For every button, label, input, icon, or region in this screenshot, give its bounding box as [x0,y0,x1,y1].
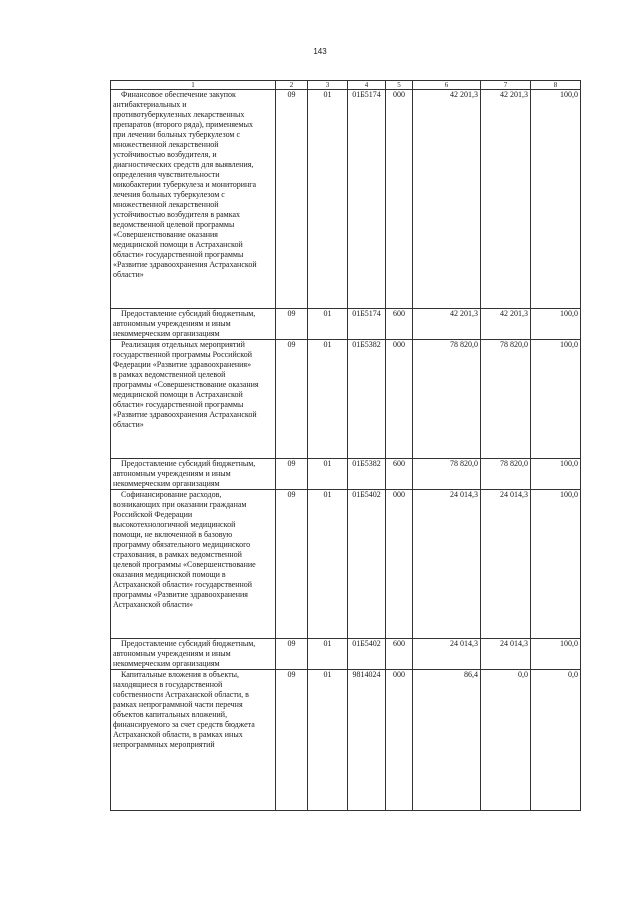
execution-percent: 100,0 [531,340,581,459]
target-code: 01Б5402 [348,639,386,670]
target-code: 01Б5402 [348,490,386,639]
description-line: «Развитие здравоохранения Астраханской [113,260,257,269]
section-code: 09 [276,490,308,639]
execution-percent: 100,0 [531,490,581,639]
description-line: области» [113,420,144,429]
description-line: антибактериальных и [113,100,187,109]
header-col-4: 4 [348,81,386,90]
row-description [111,490,276,639]
description-line: устойчивостью возбудителя в рамках [113,210,241,219]
table-row [111,90,581,309]
planned-amount: 42 201,3 [413,309,481,340]
description-line: устойчивостью возбудителя, и [113,150,217,159]
execution-percent: 100,0 [531,459,581,490]
description-line: множественной лекарственной [113,200,219,209]
description-line: Астраханской области, в рамках иных [113,730,243,739]
description-line: лечения больных туберкулезом с [113,190,225,199]
description-line: программу обязательного медицинского [113,540,251,549]
header-col-2: 2 [276,81,308,90]
description-line: Предоставление субсидий бюджетным, [121,639,256,648]
description-line: автономным учреждениям и иным [113,649,231,658]
expense-type-code: 600 [386,309,413,340]
expense-type-code: 000 [386,90,413,309]
description-line: Реализация отдельных мероприятий [121,340,245,349]
header-col-6: 6 [413,81,481,90]
description-line: определения чувствительности [113,170,220,179]
section-code: 09 [276,670,308,811]
subsection-code: 01 [308,670,348,811]
row-description [111,309,276,340]
description-line: рамках непрограммной части перечня [113,700,243,709]
description-line: «Совершенствование оказания [113,230,218,239]
page-number: 143 [313,47,327,56]
executed-amount: 0,0 [481,670,531,811]
planned-amount: 42 201,3 [413,90,481,309]
description-line: некоммерческим организациям [113,329,220,338]
section-code: 09 [276,639,308,670]
header-col-8: 8 [531,81,581,90]
row-description [111,459,276,490]
execution-percent: 100,0 [531,90,581,309]
description-line: Капитальные вложения в объекты, [121,670,239,679]
expense-type-code: 000 [386,340,413,459]
row-description [111,639,276,670]
description-line: находящиеся в государственной [113,680,223,689]
description-line: объектов капитальных вложений, [113,710,228,719]
description-line: Предоставление субсидий бюджетным, [121,459,256,468]
planned-amount: 86,4 [413,670,481,811]
description-line: высокотехнологичной медицинской [113,520,236,529]
description-line: при лечении больных туберкулезом с [113,130,241,139]
table-row [111,490,581,639]
description-line: программы «Совершенствование оказания [113,380,259,389]
table-row [111,309,581,340]
description-line: некоммерческим организациям [113,479,220,488]
description-line: Российской Федерации [113,510,193,519]
description-line: непрограммных мероприятий [113,740,215,749]
description-line: области» государственной программы [113,400,244,409]
subsection-code: 01 [308,639,348,670]
description-line: Астраханской области» [113,600,194,609]
target-code: 01Б5382 [348,459,386,490]
description-line: Астраханской области» государственной [113,580,253,589]
description-line: противотуберкулезных лекарственных [113,110,245,119]
description-line: оказания медицинской помощи в [113,570,226,579]
execution-percent: 100,0 [531,309,581,340]
description-line: области» государственной программы [113,250,244,259]
section-code: 09 [276,309,308,340]
description-line: целевой программы «Совершенствование [113,560,256,569]
header-row [111,81,581,90]
table-row [111,459,581,490]
expense-type-code: 600 [386,639,413,670]
executed-amount: 24 014,3 [481,490,531,639]
description-line: медицинской помощи в Астраханской [113,240,243,249]
row-description [111,90,276,309]
planned-amount: 24 014,3 [413,639,481,670]
row-description [111,340,276,459]
expense-type-code: 600 [386,459,413,490]
executed-amount: 78 820,0 [481,459,531,490]
table-body [111,90,581,811]
execution-percent: 0,0 [531,670,581,811]
description-line: диагностических средств для выявления, [113,160,254,169]
executed-amount: 42 201,3 [481,90,531,309]
executed-amount: 24 014,3 [481,639,531,670]
budget-table [110,80,581,811]
subsection-code: 01 [308,90,348,309]
row-description [111,670,276,811]
description-line: Финансовое обеспечение закупок [121,90,236,99]
target-code: 01Б5382 [348,340,386,459]
description-line: медицинской помощи в Астраханской [113,390,243,399]
subsection-code: 01 [308,309,348,340]
description-line: собственности Астраханской области, в [113,690,249,699]
table-row [111,670,581,811]
description-line: микобактерии туберкулеза и мониторинга [113,180,257,189]
description-line: области» [113,270,144,279]
header-col-7: 7 [481,81,531,90]
subsection-code: 01 [308,490,348,639]
table-row [111,340,581,459]
executed-amount: 78 820,0 [481,340,531,459]
description-line: множественной лекарственной [113,140,219,149]
description-line: некоммерческим организациям [113,659,220,668]
description-line: возникающих при оказании гражданам [113,500,247,509]
description-line: страхования, в рамках ведомственной [113,550,242,559]
description-line: «Развитие здравоохранения Астраханской [113,410,257,419]
description-line: программы «Развитие здравоохранения [113,590,248,599]
description-line: Федерации «Развитие здравоохранения» [113,360,252,369]
table-row [111,639,581,670]
subsection-code: 01 [308,459,348,490]
description-line: Софинансирование расходов, [121,490,222,499]
description-line: ведомственной целевой программы [113,220,235,229]
description-line: Предоставление субсидий бюджетным, [121,309,256,318]
section-code: 09 [276,340,308,459]
description-line: автономным учреждениям и иным [113,469,231,478]
description-line: государственной программы Российской [113,350,253,359]
target-code: 01Б5174 [348,90,386,309]
header-col-1: 1 [111,81,276,90]
expense-type-code: 000 [386,670,413,811]
description-line: препаратов (второго ряда), применяемых [113,120,253,129]
description-line: в рамках ведомственной целевой [113,370,226,379]
description-line: финансируемого за счет средств бюджета [113,720,255,729]
executed-amount: 42 201,3 [481,309,531,340]
planned-amount: 24 014,3 [413,490,481,639]
section-code: 09 [276,459,308,490]
planned-amount: 78 820,0 [413,340,481,459]
target-code: 9814024 [348,670,386,811]
subsection-code: 01 [308,340,348,459]
description-line: помощи, не включенной в базовую [113,530,233,539]
execution-percent: 100,0 [531,639,581,670]
header-col-3: 3 [308,81,348,90]
description-line: автономным учреждениям и иным [113,319,231,328]
target-code: 01Б5174 [348,309,386,340]
section-code: 09 [276,90,308,309]
header-col-5: 5 [386,81,413,90]
planned-amount: 78 820,0 [413,459,481,490]
expense-type-code: 000 [386,490,413,639]
